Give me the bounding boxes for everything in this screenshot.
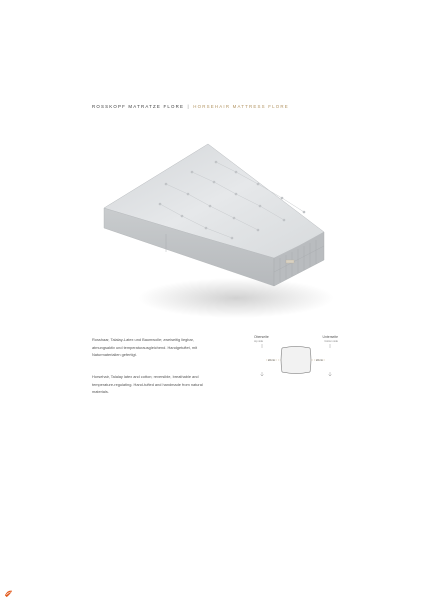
description-english: Horsehair, Talalay latex and cotton; reversible, breathable and temperature-regulating. Hand-tufted and handmade from natural materials.: [92, 374, 203, 395]
diagram-label-left: Oberseite: [254, 335, 269, 339]
mattress-profile-diagram: [252, 334, 340, 386]
diagram-label-right: Unterseite: [322, 335, 338, 339]
page-heading: [92, 104, 289, 109]
mattress-image: [96, 136, 336, 332]
diagram-sublabel-right: bottom side: [324, 340, 338, 343]
description-german: Rosshaar, Talalay-Latex und Baumwolle; zweiseitig liegbar, atmungsaktiv und temperaturausgleichend. Handgetuftet, mit Naturmaterialien gefertigt.: [92, 337, 198, 358]
diagram-sublabel-left: top side: [254, 340, 264, 343]
heading-german: ROSSKOPF MATRATZE FLORE: [92, 104, 185, 109]
heading-english: HORSEHAIR MATTRESS FLORE: [193, 104, 289, 109]
brand-logo-icon: [4, 589, 13, 598]
heading-separator: |: [187, 104, 190, 109]
diagram-dim-left: 22 cm: [268, 359, 276, 363]
diagram-dim-right: 22 cm: [316, 359, 324, 363]
